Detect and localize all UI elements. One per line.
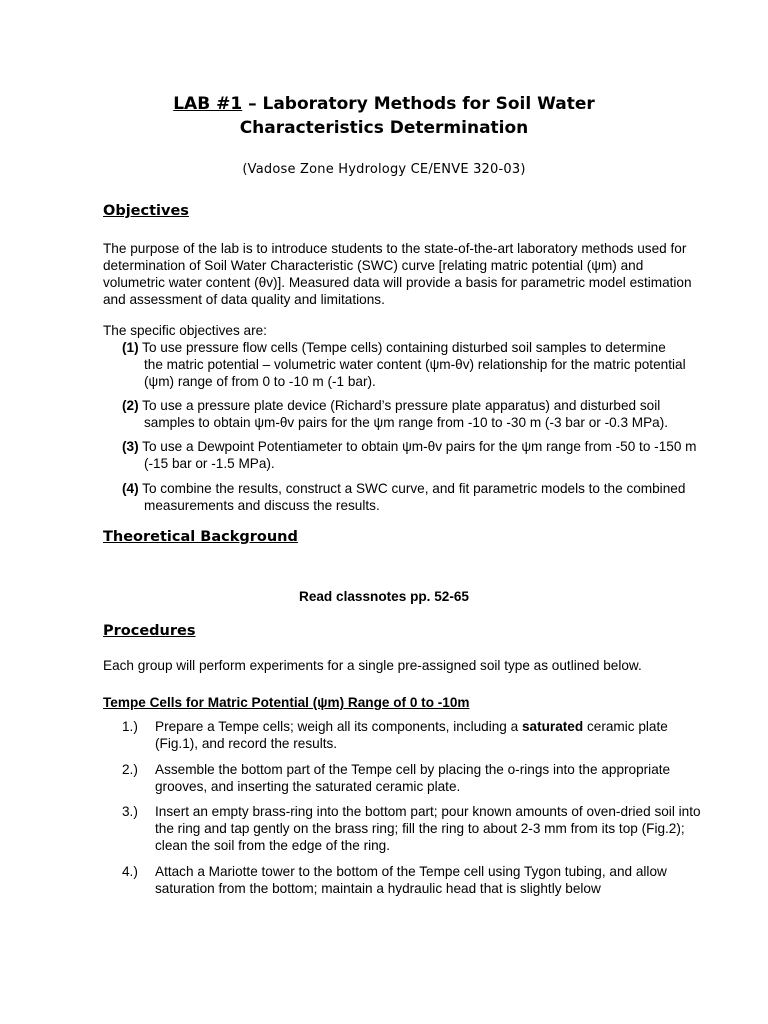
objectives-intro: The purpose of the lab is to introduce students to the state-of-the-art laboratory methods used for determination of Soil Water Characteristic (SWC) curve [relating matric potential (ψm) and volumetric water content (θv)]. Measured data will provide a basis for parametric model estimation and assessment of data quality and limitations. <box>103 241 692 307</box>
specific-objectives-intro: The specific objectives are: <box>103 323 267 338</box>
objective-number: (2) <box>122 398 139 413</box>
title-line2: Characteristics Determination <box>239 118 529 138</box>
objective-number: (4) <box>122 481 139 496</box>
step-number: 1.) <box>122 719 138 734</box>
procedures-heading: Procedures <box>103 623 196 639</box>
objective-text-first: To use pressure flow cells (Tempe cells) containing disturbed soil samples to determine <box>142 340 666 355</box>
step-text: Assemble the bottom part of the Tempe cell by placing the o-rings into the appropriate grooves, and inserting the saturated ceramic plate. <box>155 762 671 794</box>
procedure-step-1 <box>122 718 702 752</box>
procedure-step-4 <box>122 863 702 897</box>
objective-number: (1) <box>122 340 139 355</box>
objective-text-first: To use a pressure plate device (Richard’s pressure plate apparatus) and disturbed soil <box>142 398 661 413</box>
objective-text-rest: samples to obtain ψm-θv pairs for the ψm range from -10 to -30 m (-3 bar or -0.3 MPa). <box>144 415 669 430</box>
objective-item-4 <box>122 480 712 514</box>
objective-text-rest: measurements and discuss the results. <box>144 498 380 513</box>
step-number: 4.) <box>122 864 138 879</box>
objective-number: (3) <box>122 439 139 454</box>
procedure-step-3 <box>122 803 702 854</box>
step-text: Prepare a Tempe cells; weigh all its components, including a saturated ceramic plate (Fig.1), and record the results. <box>155 719 668 751</box>
step-number: 2.) <box>122 762 138 777</box>
page-title <box>0 92 768 140</box>
course-subtitle: (Vadose Zone Hydrology CE/ENVE 320-03) <box>242 162 526 177</box>
title-line1-rest: – Laboratory Methods for Soil Water <box>242 94 595 114</box>
objective-item-3 <box>122 438 712 472</box>
objective-item-1 <box>122 339 712 390</box>
objective-item-2 <box>122 397 712 431</box>
tempe-cells-subheading: Tempe Cells for Matric Potential (ψm) Range of 0 to -10m <box>103 695 470 710</box>
procedure-step-2 <box>122 761 702 795</box>
objective-text-first: To use a Dewpoint Potentiameter to obtain ψm-θv pairs for the ψm range from -50 to -150 m <box>142 439 697 454</box>
procedures-intro: Each group will perform experiments for a single pre-assigned soil type as outlined below. <box>103 658 642 673</box>
step-number: 3.) <box>122 804 138 819</box>
objective-text-first: To combine the results, construct a SWC curve, and fit parametric models to the combined <box>142 481 686 496</box>
objective-text-rest: the matric potential – volumetric water content (ψm-θv) relationship for the matric potential (ψm) range of from 0 to -10 m (-1 bar). <box>144 357 686 389</box>
step-text: Attach a Mariotte tower to the bottom of the Tempe cell using Tygon tubing, and allow saturation from the bottom; maintain a hydraulic head that is slightly below <box>155 864 667 896</box>
theoretical-background-heading: Theoretical Background <box>103 529 298 545</box>
objective-text-rest: (-15 bar or -1.5 MPa). <box>144 456 275 471</box>
step-text: Insert an empty brass-ring into the bottom part; pour known amounts of oven-dried soil into the ring and tap gently on the brass ring; fill the ring to about 2-3 mm from its top (Fig.2); clean the soil from the edge of the ring. <box>155 804 701 853</box>
lab-number: LAB #1 <box>173 94 243 114</box>
classnotes-reference: Read classnotes pp. 52-65 <box>299 589 469 604</box>
objectives-heading: Objectives <box>103 203 189 219</box>
